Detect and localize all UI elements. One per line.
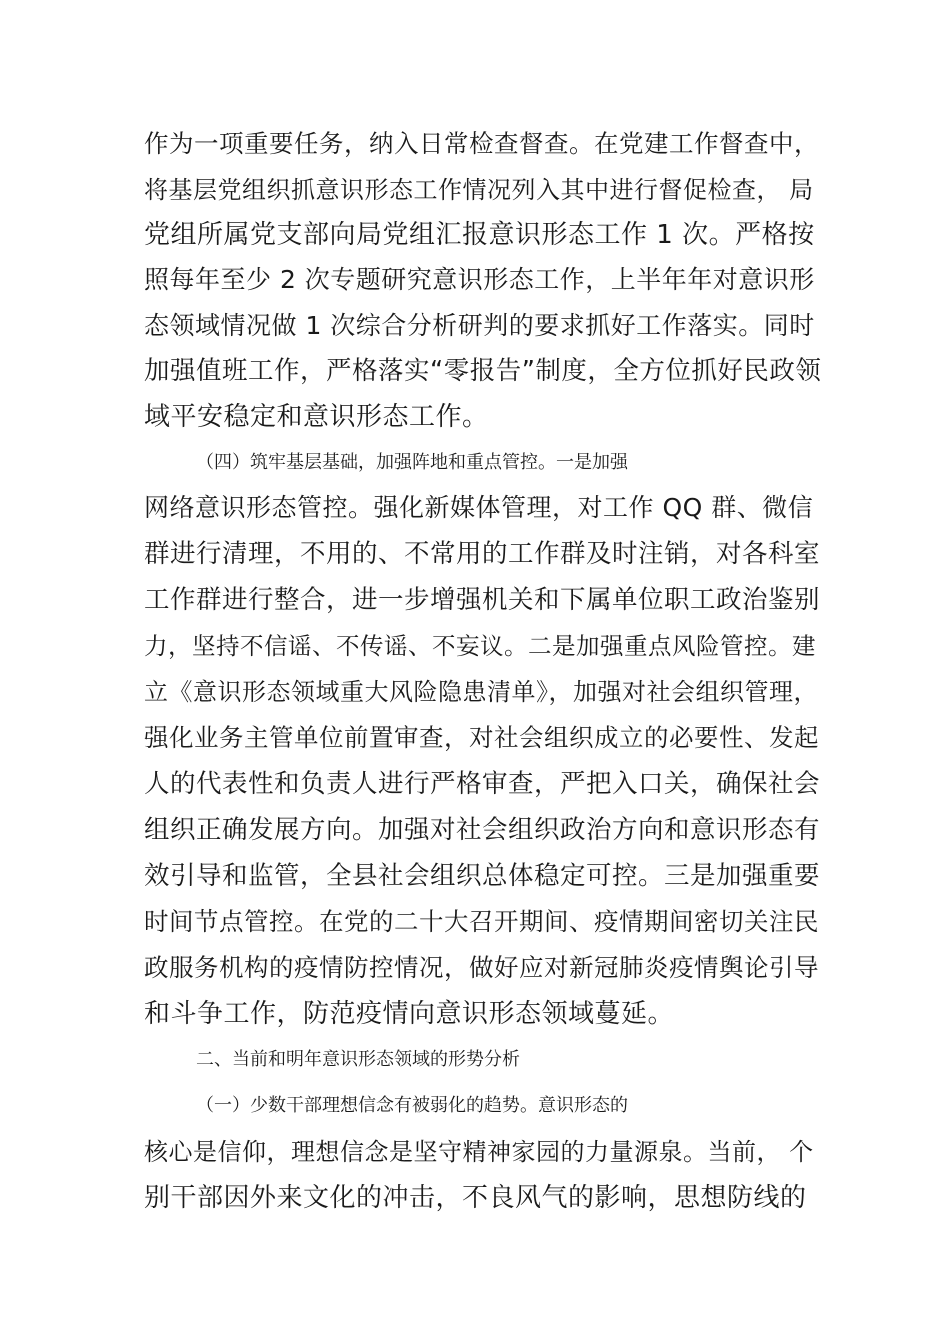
body-text-line: 作为一项重要任务，纳入日常检查督查。在党建工作督查中， xyxy=(144,129,819,158)
body-text-line: 政服务机构的疫情防控情况，做好应对新冠肺炎疫情舆论引导 xyxy=(144,953,819,982)
body-text-line: 网络意识形态管控。强化新媒体管理，对工作 QQ 群、微信 xyxy=(144,493,814,522)
paragraph-heading-line: （四）筑牢基层基础，加强阵地和重点管控。一是加强 xyxy=(196,452,628,473)
body-text-line: 核心是信仰，理想信念是坚守精神家园的力量源泉。当前， 个 xyxy=(144,1138,814,1166)
section-heading: 二、当前和明年意识形态领域的形势分析 xyxy=(196,1049,520,1070)
body-text-line: 工作群进行整合，进一步增强机关和下属单位职工政治鉴别 xyxy=(144,585,821,615)
body-text-line: 别干部因外来文化的冲击，不良风气的影响，思想防线的 xyxy=(144,1183,807,1213)
body-text-line: 强化业务主管单位前置审查，对社会组织成立的必要性、发起 xyxy=(144,723,819,752)
body-text-line: 时间节点管控。在党的二十大召开期间、疫情期间密切关注民 xyxy=(144,907,819,936)
body-text-line: 党组所属党支部向局党组汇报意识形态工作 1 次。严格按 xyxy=(144,220,815,250)
paragraph-heading-line: （一）少数干部理想信念有被弱化的趋势。意识形态的 xyxy=(196,1095,628,1116)
body-text-line: 态领域情况做 1 次综合分析研判的要求抓好工作落实。同时 xyxy=(144,311,815,340)
body-text-line: 群进行清理，不用的、不常用的工作群及时注销，对各科室 xyxy=(144,539,821,569)
body-text-line: 将基层党组织抓意识形态工作情况列入其中进行督促检查， 局 xyxy=(144,176,814,204)
body-text-line: 和斗争工作，防范疫情向意识形态领域蔓延。 xyxy=(144,999,675,1029)
body-text-line: 效引导和监管，全县社会组织总体稳定可控。三是加强重要 xyxy=(144,861,821,891)
body-text-line: 力，坚持不信谣、不传谣、不妄议。二是加强重点风险管控。建 xyxy=(144,632,816,660)
body-text-line: 组织正确发展方向。加强对社会组织政治方向和意识形态有 xyxy=(144,815,821,845)
body-text-line: 人的代表性和负责人进行严格审查，严把入口关，确保社会 xyxy=(144,769,821,799)
body-text-line: 照每年至少 2 次专题研究意识形态工作，上半年年对意识形 xyxy=(144,265,815,294)
body-text-line: 立《意识形态领域重大风险隐患清单》，加强对社会组织管理， xyxy=(144,678,818,706)
body-text-line: 域平安稳定和意识形态工作。 xyxy=(144,402,489,432)
body-text-line: 加强值班工作，严格落实“零报告”制度，全方位抓好民政领 xyxy=(144,356,822,386)
